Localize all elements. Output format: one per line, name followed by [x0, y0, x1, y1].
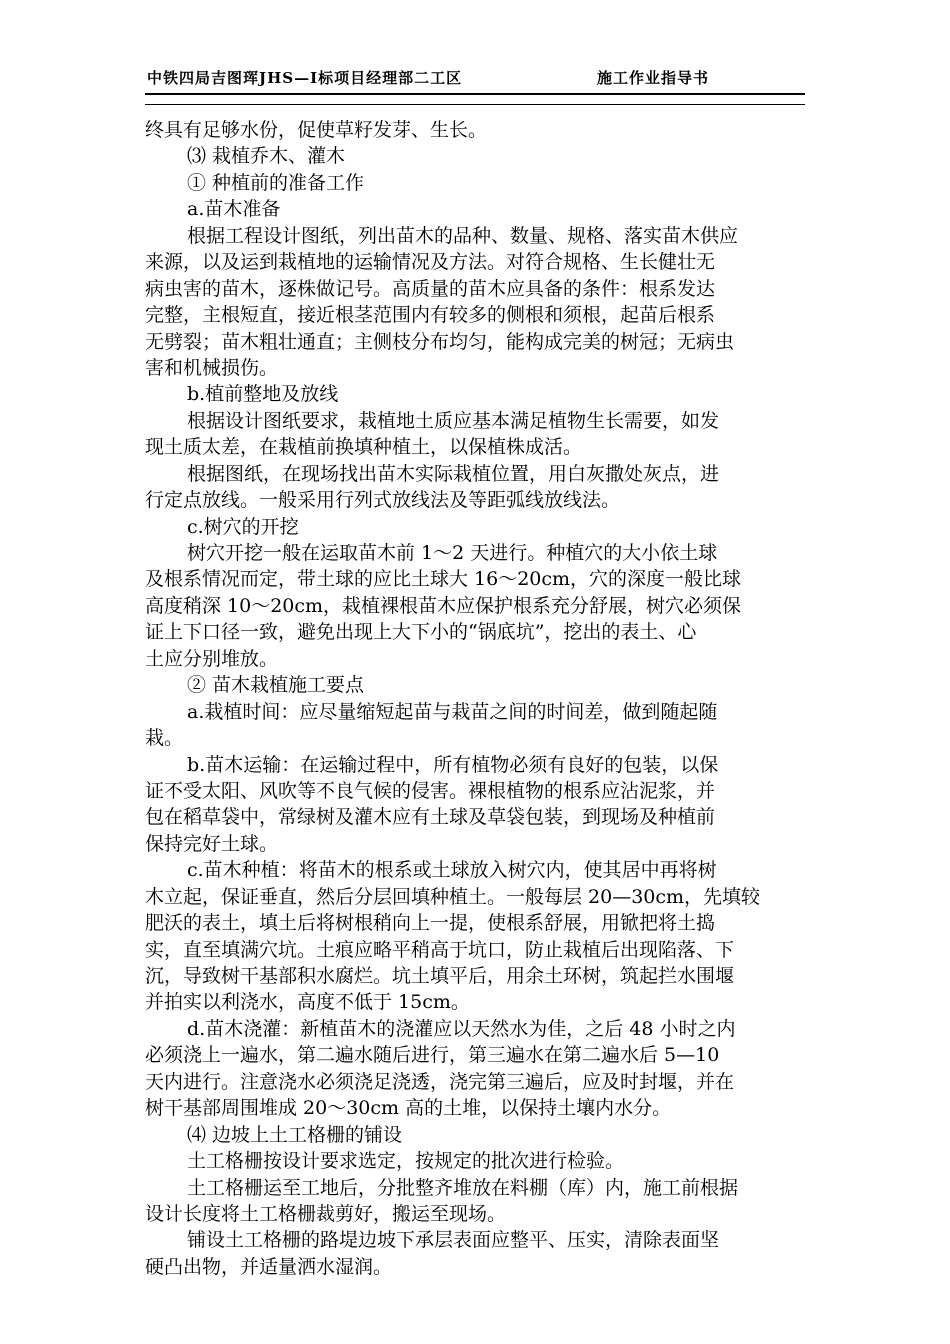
text-line: 病虫害的苗木，逐株做记号。高质量的苗木应具备的条件：根系发达 — [145, 277, 716, 300]
text-line: 完整，主根短直，接近根茎范围内有较多的侧根和须根，起苗后根系 — [145, 304, 716, 327]
header-rule-thick — [145, 93, 805, 95]
text-line: 并拍实以利浇水，高度不低于 15cm。 — [145, 991, 470, 1014]
subsection-heading: ① 种植前的准备工作 — [187, 171, 365, 194]
text-line: c.苗木种植：将苗木的根系或土球放入树穴内，使其居中再将树 — [187, 859, 717, 882]
item-heading: a.苗木准备 — [187, 198, 281, 221]
text-line: 高度稍深 10～20cm，栽植裸根苗木应保护根系充分舒展，树穴必须保 — [145, 594, 742, 617]
text-line: 包在稻草袋中，常绿树及灌木应有土球及草袋包装，到现场及种植前 — [145, 806, 716, 829]
text-line: 根据图纸，在现场找出苗木实际栽植位置，用白灰撒处灰点，进 — [187, 462, 720, 485]
text-line: 土工格栅按设计要求选定，按规定的批次进行检验。 — [187, 1150, 625, 1173]
text-line: 根据设计图纸要求，栽植地土质应基本满足植物生长需要，如发 — [187, 409, 720, 432]
text-line: 树穴开挖一般在运取苗木前 1～2 天进行。种植穴的大小依土球 — [187, 542, 718, 564]
text-line: 土工格栅运至工地后，分批整齐堆放在料棚（库）内，施工前根据 — [187, 1176, 739, 1199]
text-line: 实，直至填满穴坑。土痕应略平稍高于坑口，防止栽植后出现陷落、下 — [145, 938, 735, 961]
text-line: 根据工程设计图纸，列出苗木的品种、数量、规格、落实苗木供应 — [187, 224, 739, 247]
text-line: 无劈裂；苗木粗壮通直；主侧枝分布均匀，能构成完美的树冠；无病虫 — [145, 330, 735, 353]
text-line: 来源，以及运到栽植地的运输情况及方法。对符合规格、生长健壮无 — [145, 251, 716, 274]
section-heading: ⑷ 边坡上土工格栅的铺设 — [187, 1123, 403, 1146]
text-line: 证不受太阳、风吹等不良气候的侵害。裸根植物的根系应沾泥浆，并 — [145, 779, 716, 802]
header-document-type: 施工作业指导书 — [597, 69, 710, 87]
text-line: 土应分别堆放。 — [145, 647, 279, 670]
text-line: a.栽植时间：应尽量缩短起苗与栽苗之间的时间差，做到随起随 — [187, 700, 718, 723]
text-line: 树干基部周围堆成 20～30cm 高的土堆，以保持土壤内水分。 — [145, 1097, 672, 1120]
text-line: 保持完好土球。 — [145, 832, 279, 855]
text-line: b.苗木运输：在运输过程中，所有植物必须有良好的包装，以保 — [187, 753, 719, 776]
text-line: 木立起，保证垂直，然后分层回填种植土。一般每层 20—30cm，先填较 — [145, 885, 761, 908]
header-rule-thin — [145, 104, 805, 105]
text-line: 终具有足够水份，促使草籽发芽、生长。 — [145, 119, 488, 141]
page-header — [145, 63, 805, 93]
text-line: 证上下口径一致，避免出现上大下小的“锅底坑”，挖出的表土、心 — [145, 621, 697, 644]
text-line: 栽。 — [145, 727, 184, 750]
section-heading: ⑶ 栽植乔木、灌木 — [187, 145, 346, 168]
text-line: 天内进行。注意浇水必须浇足浇透，浇完第三遍后，应及时封堰，并在 — [145, 1070, 735, 1093]
item-heading: c.树穴的开挖 — [187, 515, 299, 538]
document-body — [145, 117, 805, 1280]
text-line: 设计长度将土工格栅裁剪好，搬运至现场。 — [145, 1202, 507, 1225]
text-line: 必须浇上一遍水，第二遍水随后进行，第三遍水在第二遍水后 5—10 — [145, 1044, 720, 1067]
text-line: 铺设土工格栅的路堤边坡下承层表面应整平、压实，清除表面坚 — [187, 1229, 720, 1252]
text-line: 害和机械损伤。 — [145, 356, 279, 379]
subsection-heading: ② 苗木栽植施工要点 — [187, 674, 365, 697]
text-line: 肥沃的表土，填土后将树根稍向上一提，使根系舒展，用锨把将土捣 — [145, 912, 716, 935]
header-project-name: 中铁四局吉图珲JHS—Ⅰ标项目经理部二工区 — [147, 69, 463, 87]
text-line: 硬凸出物，并适量洒水湿润。 — [145, 1255, 393, 1278]
text-line: 现土质太差，在栽植前换填种植土，以保植株成活。 — [145, 436, 583, 459]
item-heading: b.植前整地及放线 — [187, 383, 339, 406]
text-line: 行定点放线。一般采用行列式放线法及等距弧线放线法。 — [145, 489, 621, 512]
text-line: d.苗木浇灌：新植苗木的浇灌应以天然水为佳，之后 48 小时之内 — [187, 1017, 736, 1040]
text-line: 及根系情况而定，带土球的应比土球大 16～20cm，穴的深度一般比球 — [145, 568, 742, 591]
text-line: 沉，导致树干基部积水腐烂。坑土填平后，用余土环树，筑起拦水围堰 — [145, 965, 735, 987]
